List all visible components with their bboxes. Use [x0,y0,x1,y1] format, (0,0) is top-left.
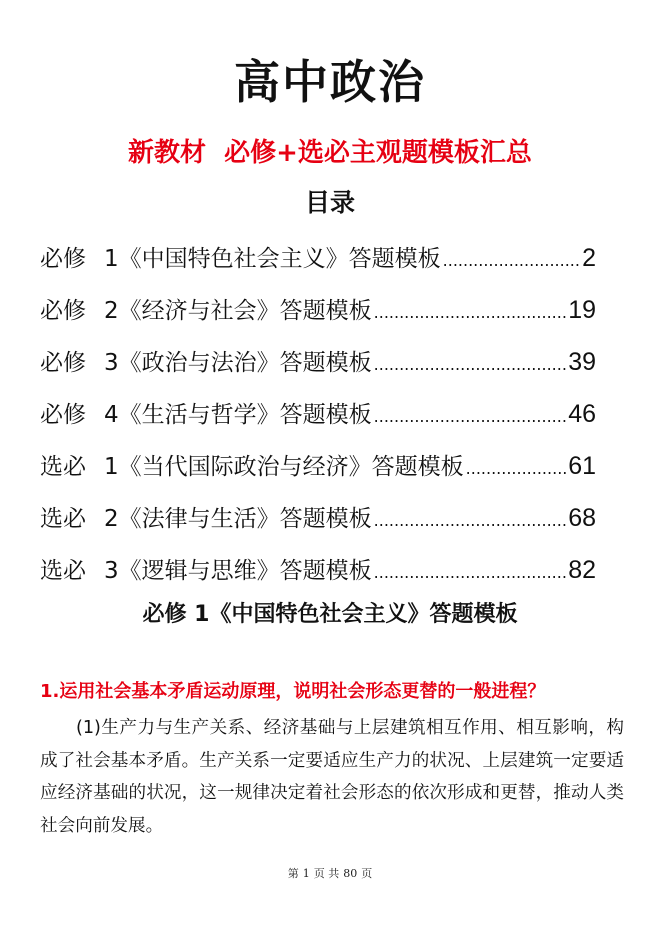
toc-entry-page: 61 [568,452,596,480]
footer-page-total: 80 [343,867,358,880]
toc-leader-dots [374,495,567,547]
toc-entry[interactable] [40,388,596,440]
question-heading: 1.运用社会基本矛盾运动原理，说明社会形态更替的一般进程？ [40,681,546,702]
toc-leader-dots [374,547,567,599]
toc-entry[interactable] [40,284,596,336]
toc-entry-page: 39 [568,348,596,376]
toc-entry-prefix: 选必 [40,454,86,480]
toc-entry-prefix: 必修 [40,402,86,428]
toc-entry-page: 2 [582,244,596,272]
toc-leader-dots [466,443,567,495]
toc-entry-title: 1《中国特色社会主义》答题模板 [104,246,441,272]
toc-entry-title: 3《逻辑与思维》答题模板 [104,558,372,584]
footer-suffix: 页 [361,867,373,880]
toc-entry-prefix: 必修 [40,298,86,324]
section-heading: 必修 1《中国特色社会主义》答题模板 [142,602,518,627]
toc-entry-title: 1《当代国际政治与经济》答题模板 [104,454,464,480]
toc-entry[interactable] [40,336,596,388]
footer-mid: 页 共 [313,867,340,880]
toc-entry-title: 3《政治与法治》答题模板 [104,350,372,376]
toc-entry-prefix: 选必 [40,558,86,584]
toc-entry-prefix: 选必 [40,506,86,532]
page-footer [0,866,660,882]
toc-entry[interactable] [40,544,596,596]
toc-entry-page: 46 [568,400,596,428]
toc-entry[interactable] [40,492,596,544]
toc-entry[interactable] [40,232,596,284]
toc-entry-title: 2《经济与社会》答题模板 [104,298,372,324]
toc-leader-dots [374,339,567,391]
sub-title: 新教材 必修+选必主观题模板汇总 [128,138,532,168]
toc-leader-dots [443,235,580,287]
toc-entry-prefix: 必修 [40,350,86,376]
toc-leader-dots [374,287,567,339]
footer-page-current: 1 [302,867,310,880]
toc-entry[interactable] [40,440,596,492]
footer-prefix: 第 [287,867,299,880]
main-title: 高中政治 [234,55,426,109]
toc-entry-prefix: 必修 [40,246,86,272]
toc-entry-page: 68 [568,504,596,532]
answer-paragraph: (1)生产力与生产关系、经济基础与上层建筑相互作用、相互影响，构成了社会基本矛盾。生产关系一定要适应生产力的状况、上层建筑一定要适应经济基础的状况，这一规律决定着社会形态的依次形成和更替，推动人类社会向前发展。 [40,718,624,836]
toc-entry-title: 2《法律与生活》答题模板 [104,506,372,532]
toc-heading: 目录 [304,188,355,217]
toc-entry-page: 19 [568,296,596,324]
toc-leader-dots [374,391,567,443]
toc-entry-page: 82 [568,556,596,584]
toc-entry-title: 4《生活与哲学》答题模板 [104,402,372,428]
table-of-contents [40,232,596,596]
